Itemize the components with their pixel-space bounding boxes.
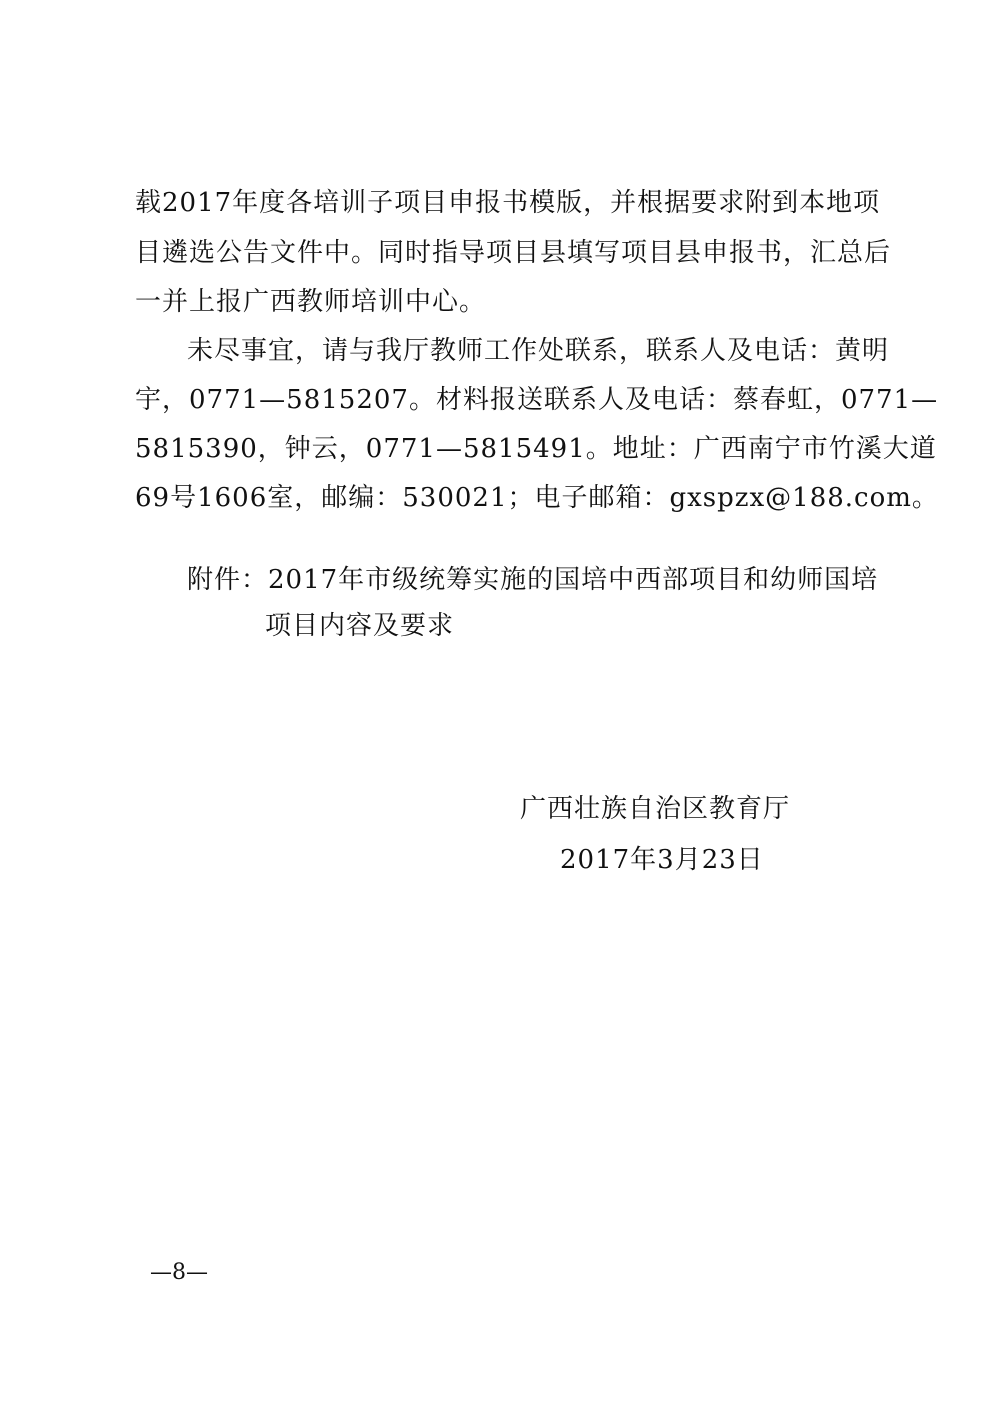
attachment-line1: 附件：2017年市级统筹实施的国培中西部项目和幼师国培 [187,565,879,595]
paragraph1-line2: 目遴选公告文件中。同时指导项目县填写项目县申报书，汇总后 [135,238,892,268]
paragraph2-line2: 宇，0771—5815207。材料报送联系人及电话：蔡春虹，0771— [135,385,939,415]
paragraph2-line1: 未尽事宜，请与我厅教师工作处联系，联系人及电话：黄明 [187,336,890,366]
signature-date: 2017年3月23日 [560,845,764,875]
paragraph1-line1: 载2017年度各培训子项目申报书模版，并根据要求附到本地项 [135,188,881,218]
attachment-line2: 项目内容及要求 [265,611,455,641]
page-number: —8— [150,1260,208,1285]
signature-organization: 广西壮族自治区教育厅 [520,794,791,824]
paragraph1-line3: 一并上报广西教师培训中心。 [135,287,487,317]
paragraph2-line4: 69号1606室，邮编：530021；电子邮箱：gxspzx@188.com。 [135,483,939,513]
paragraph2-line3: 5815390，钟云，0771—5815491。地址：广西南宁市竹溪大道 [135,434,937,464]
